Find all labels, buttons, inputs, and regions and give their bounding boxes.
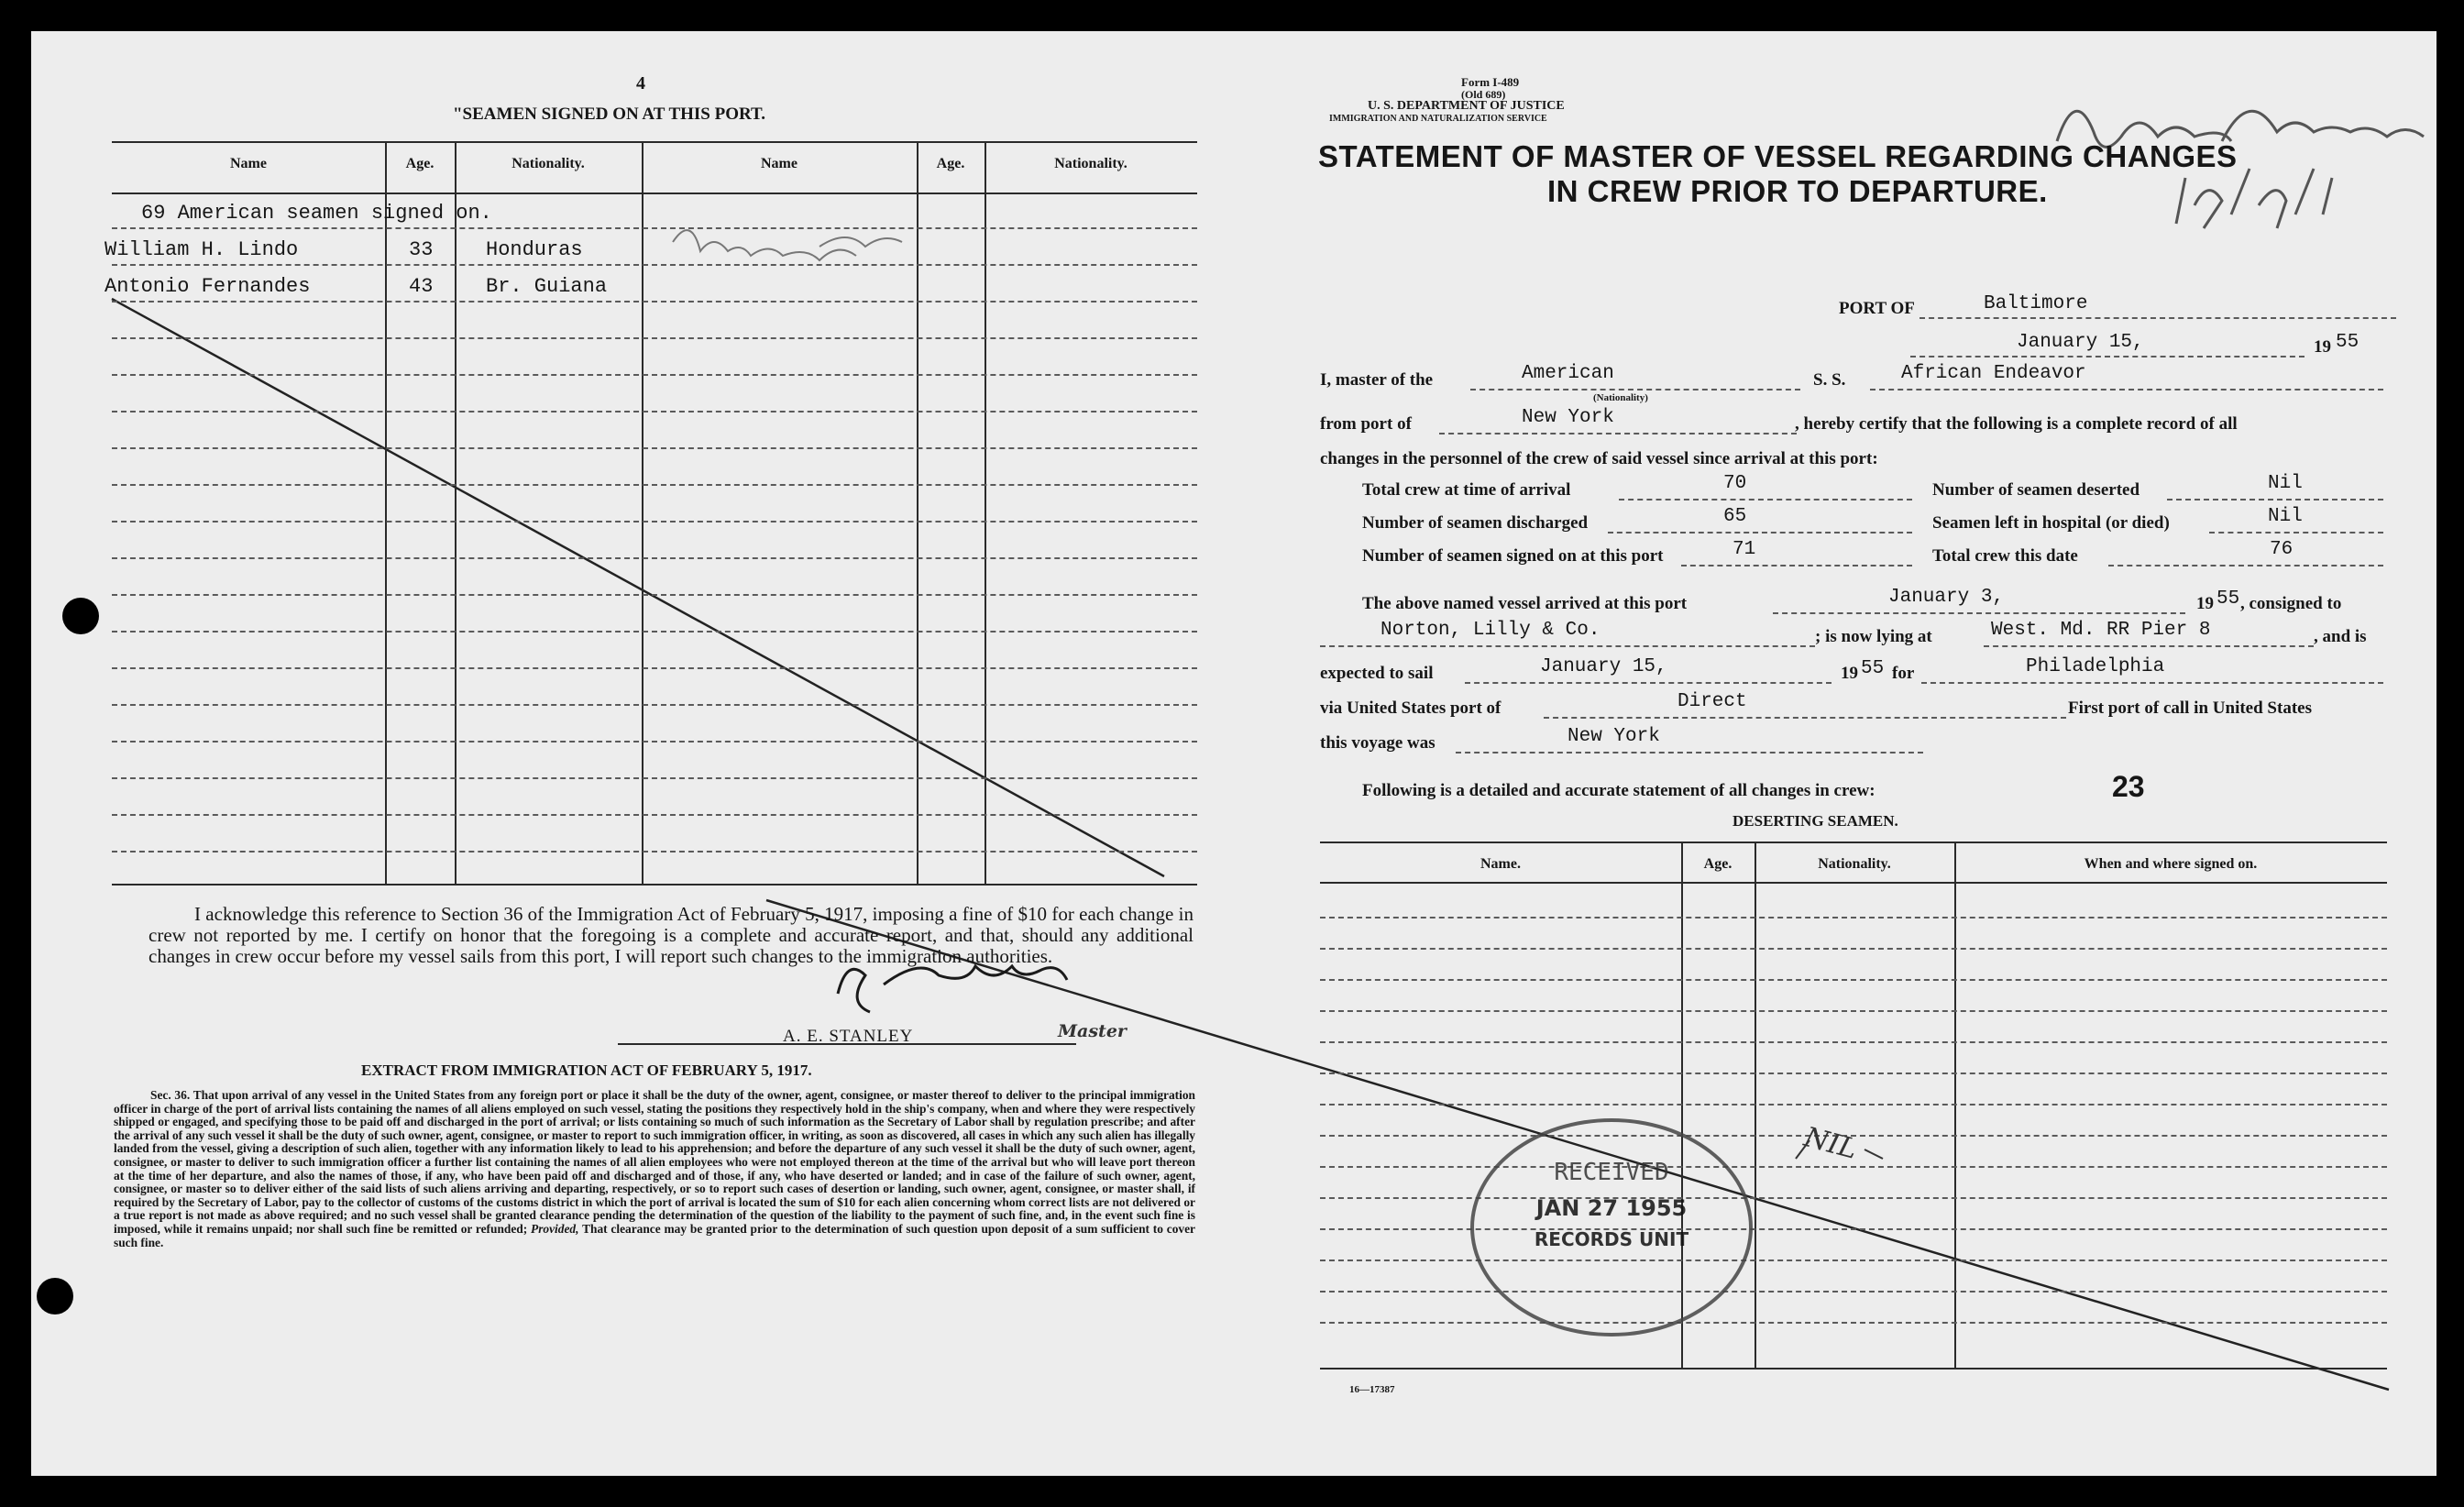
row-rule <box>1320 948 2387 950</box>
acknowledgement-text: I acknowledge this reference to Section 36 of the Immigration Act of February 5, 1917, imposing a fine of $10 for each change in crew not reported by me. I certify on honor that the foregoing is a complete and accurate report, and that, should any additional changes in crew occur before my vessel sails from this port, I will report such changes to the immigration authorities. <box>148 903 1194 967</box>
consignee-value: Norton, Lilly & Co. <box>1380 620 1600 641</box>
year-prefix: 19 <box>2314 337 2331 357</box>
form-title-line1: STATEMENT OF MASTER OF VESSEL REGARDING CHANGES <box>1318 139 2238 173</box>
col-divider <box>984 141 986 884</box>
left-table-top-rule <box>112 141 1197 143</box>
destination-value: Philadelphia <box>2026 656 2165 677</box>
row-rule <box>112 301 1197 302</box>
row-rule <box>112 667 1197 669</box>
arrived-date: January 3, <box>1888 587 2005 608</box>
desert-col-name: Name. <box>1480 856 1521 872</box>
extract-sec: Sec. 36. <box>150 1088 191 1102</box>
desert-table-top-rule <box>1320 842 2387 843</box>
row-rule <box>112 447 1197 449</box>
col-divider <box>385 141 387 884</box>
row-1-age: 33 <box>409 238 434 261</box>
row-rule <box>1320 1041 2387 1043</box>
hospital-value: Nil <box>2268 506 2303 527</box>
field-rule <box>1465 682 1832 684</box>
field-rule <box>1320 645 1815 647</box>
total-crew-value: 70 <box>1723 473 1747 494</box>
form-title-line2: IN CREW PRIOR TO DEPARTURE. <box>1547 174 2048 208</box>
field-rule <box>1608 532 1912 534</box>
voyage-value: New York <box>1568 726 1660 747</box>
row-rule <box>1320 979 2387 981</box>
row-1-name: William H. Lindo <box>104 238 299 261</box>
page-number: 4 <box>636 73 645 94</box>
col-divider <box>455 141 456 884</box>
service: IMMIGRATION AND NATURALIZATION SERVICE <box>1329 114 1547 124</box>
year-value: 55 <box>2336 332 2360 353</box>
left-cancel-line <box>112 299 1164 876</box>
field-rule <box>2108 565 2383 566</box>
row-rule <box>1320 1072 2387 1074</box>
left-table-header-rule <box>112 192 1197 194</box>
deserting-heading: DESERTING SEAMEN. <box>1732 812 1898 830</box>
extract-text <box>114 1089 1195 1249</box>
row-rule <box>112 264 1197 266</box>
desert-col-signed-on: When and where signed on. <box>2084 856 2258 872</box>
row-2-name: Antonio Fernandes <box>104 275 311 298</box>
form-number: Form I-489 <box>1461 75 1520 89</box>
via-port-value: Direct <box>1678 691 1747 712</box>
via-label: via United States port of <box>1320 698 1502 718</box>
row-rule <box>112 484 1197 486</box>
date-value: January 15, <box>2017 332 2144 353</box>
form-code: 16—17387 <box>1349 1384 1395 1395</box>
col-header-age-2: Age. <box>936 156 965 171</box>
extract-body: That upon arrival of any vessel in the United States from any foreign port or place it shall be the duty of the owner, agent, consignee, or master thereof to deliver to the principal immigration officer in charge of the port of arrival lists containing the names of all aliens employed on such vessel, stating the positions they respectively hold in the ship's company, when and where they were respectively shipped or engaged, and specifying those to be paid off and discharged in the port of arrival; or lists containing so much of such information as the Secretary of Labor shall by regulation prescribe; and after the arrival of any such vessel it shall be the duty of such owner, agent, consignee, or master to report to such immigration officer, in writing, as soon as discovered, all cases in which any such alien has illegally landed from the vessel, giving a description of such alien, together with any information likely to lead to his apprehension; and before the departure of any such vessel it shall be the duty of such owner, agent, consignee, or master to deliver to such immigration officer a further list containing the names of all alien employees who were not employed thereon at the time of the arrival but who will leave port thereon at the time of her departure, and also the names of those, if any, who have been paid off and discharged and of those, if any, who have deserted or landed; and in case of the failure of such owner, agent, consignee, or master so to deliver either of the said lists of such aliens arriving and departing, respectively, or so to report such cases of desertion or landing, such owner, agent, consignee, or master shall, if required by the Secretary of Labor, pay to the collector of customs of the customs district in which the port of arrival is located the sum of $10 for each alien concerning whom correct lists are not delivered or a true report is not made as above required; and no such vessel shall be granted clearance pending the determination of the question of the liability to the payment of such fine, and, in the event such fine is imposed, while it remains unpaid; nor shall such fine be remitted or refunded; <box>114 1088 1195 1236</box>
col-divider <box>917 141 918 884</box>
field-rule <box>1456 752 1923 754</box>
from-port-label: from port of <box>1320 414 1412 434</box>
signed-on-value: 71 <box>1732 539 1756 560</box>
from-port-value: New York <box>1522 407 1614 428</box>
row-rule <box>1320 1104 2387 1106</box>
row-rule <box>112 704 1197 706</box>
vessel-value: African Endeavor <box>1901 363 2086 384</box>
consigned-label: , consigned to <box>2240 594 2342 613</box>
arrived-year: 55 <box>2216 588 2240 610</box>
desert-table-bottom-rule <box>1320 1368 2387 1370</box>
row-rule <box>112 337 1197 339</box>
row-2-nationality: Br. Guiana <box>486 275 608 298</box>
discharged-value: 65 <box>1723 506 1747 527</box>
desert-col-nationality: Nationality. <box>1818 856 1891 872</box>
field-rule <box>1544 717 2066 719</box>
extract-provided: Provided, <box>531 1221 579 1236</box>
master-label: Master <box>1058 1021 1127 1041</box>
changes-count: 23 <box>2112 770 2145 803</box>
field-rule <box>1921 682 2383 684</box>
field-rule <box>1984 645 2314 647</box>
and-is-label: , and is <box>2314 627 2367 646</box>
row-rule <box>1320 1322 2387 1324</box>
col-header-nationality-2: Nationality. <box>1054 156 1128 171</box>
row-rule <box>112 411 1197 412</box>
row-rule <box>1320 917 2387 918</box>
col-header-name: Name <box>230 156 267 171</box>
port-label: PORT OF <box>1839 299 1915 318</box>
punch-hole-top <box>62 598 99 634</box>
lying-at-value: West. Md. RR Pier 8 <box>1991 620 2211 641</box>
total-date-value: 76 <box>2270 539 2294 560</box>
row-rule <box>1320 1010 2387 1012</box>
sail-year-prefix: 19 <box>1841 664 1858 683</box>
following-label: Following is a detailed and accurate statement of all changes in crew: <box>1362 781 1876 800</box>
stamp-date: JAN 27 1955 <box>1535 1195 1688 1221</box>
row-rule <box>112 374 1197 376</box>
field-rule <box>2209 532 2383 534</box>
master-of-the-label: I, master of the <box>1320 370 1434 390</box>
hospital-label: Seamen left in hospital (or died) <box>1932 513 2170 533</box>
arrived-label: The above named vessel arrived at this port <box>1362 594 1688 613</box>
col-divider <box>642 141 644 884</box>
row-rule <box>112 227 1197 229</box>
col-header-name-2: Name <box>761 156 798 171</box>
signed-on-heading: "SEAMEN SIGNED ON AT THIS PORT. <box>453 104 766 124</box>
form-old: (Old 689) <box>1461 88 1506 101</box>
for-label: for <box>1892 664 1915 683</box>
extract-title: EXTRACT FROM IMMIGRATION ACT OF FEBRUARY 5, 1917. <box>361 1062 812 1079</box>
department: U. S. DEPARTMENT OF JUSTICE <box>1368 99 1565 113</box>
field-rule <box>1439 433 1797 434</box>
desert-col-age: Age. <box>1703 856 1732 872</box>
extract-tail: That clearance may be granted prior to the determination of such question upon deposit of a sum sufficient to cover such fine. <box>114 1221 1196 1249</box>
field-rule <box>2167 499 2383 500</box>
signed-on-label: Number of seamen signed on at this port <box>1362 546 1664 566</box>
row-rule <box>1320 1291 2387 1292</box>
changes-text: changes in the personnel of the crew of said vessel since arrival at this port: <box>1320 449 1878 468</box>
row-rule <box>112 631 1197 632</box>
field-rule <box>1920 317 2396 319</box>
stamp-received: RECEIVED <box>1554 1159 1669 1186</box>
row-rule <box>112 594 1197 596</box>
row-rule <box>112 851 1197 852</box>
first-port-label: First port of call in United States <box>2068 698 2312 718</box>
expected-label: expected to sail <box>1320 664 1434 683</box>
field-rule <box>1870 389 2383 390</box>
left-table-bottom-rule <box>112 884 1197 886</box>
field-rule <box>1470 389 1800 390</box>
deserted-value: Nil <box>2268 473 2303 494</box>
row-rule <box>112 741 1197 742</box>
row-1-nationality: Honduras <box>486 238 583 261</box>
desert-table-header-rule <box>1320 882 2387 884</box>
row-2-age: 43 <box>409 275 434 298</box>
field-rule <box>1619 499 1912 500</box>
row-rule <box>112 521 1197 522</box>
sail-date: January 15, <box>1540 656 1667 677</box>
row-rule <box>112 814 1197 816</box>
master-name: A. E. STANLEY <box>783 1027 914 1046</box>
total-crew-label: Total crew at time of arrival <box>1362 480 1571 500</box>
total-date-label: Total crew this date <box>1932 546 2078 566</box>
discharged-label: Number of seamen discharged <box>1362 513 1589 533</box>
received-stamp <box>1470 1118 1753 1336</box>
summary-line: 69 American seamen signed on. <box>141 202 492 225</box>
field-rule <box>1910 356 2304 358</box>
field-rule <box>1773 612 2185 614</box>
deserted-label: Number of seamen deserted <box>1932 480 2140 500</box>
stamp-unit: RECORDS UNIT <box>1534 1228 1689 1250</box>
ss-label: S. S. <box>1813 370 1846 390</box>
nationality-caption: (Nationality) <box>1593 392 1648 403</box>
row-rule <box>112 557 1197 559</box>
field-rule <box>1681 565 1912 566</box>
nil-handwriting: NIL <box>1800 1121 1861 1166</box>
arrived-year-prefix: 19 <box>2196 594 2214 613</box>
certify-text: , hereby certify that the following is a complete record of all <box>1795 414 2238 434</box>
col-header-nationality: Nationality. <box>512 156 585 171</box>
nationality-value: American <box>1522 363 1614 384</box>
punch-hole-bottom <box>37 1278 73 1314</box>
lying-label: ; is now lying at <box>1815 627 1932 646</box>
col-header-age: Age. <box>405 156 434 171</box>
document-page <box>31 31 2436 1476</box>
voyage-label: this voyage was <box>1320 733 1436 753</box>
sail-year: 55 <box>1861 658 1885 679</box>
row-rule <box>112 777 1197 779</box>
port-value: Baltimore <box>1984 293 2088 314</box>
